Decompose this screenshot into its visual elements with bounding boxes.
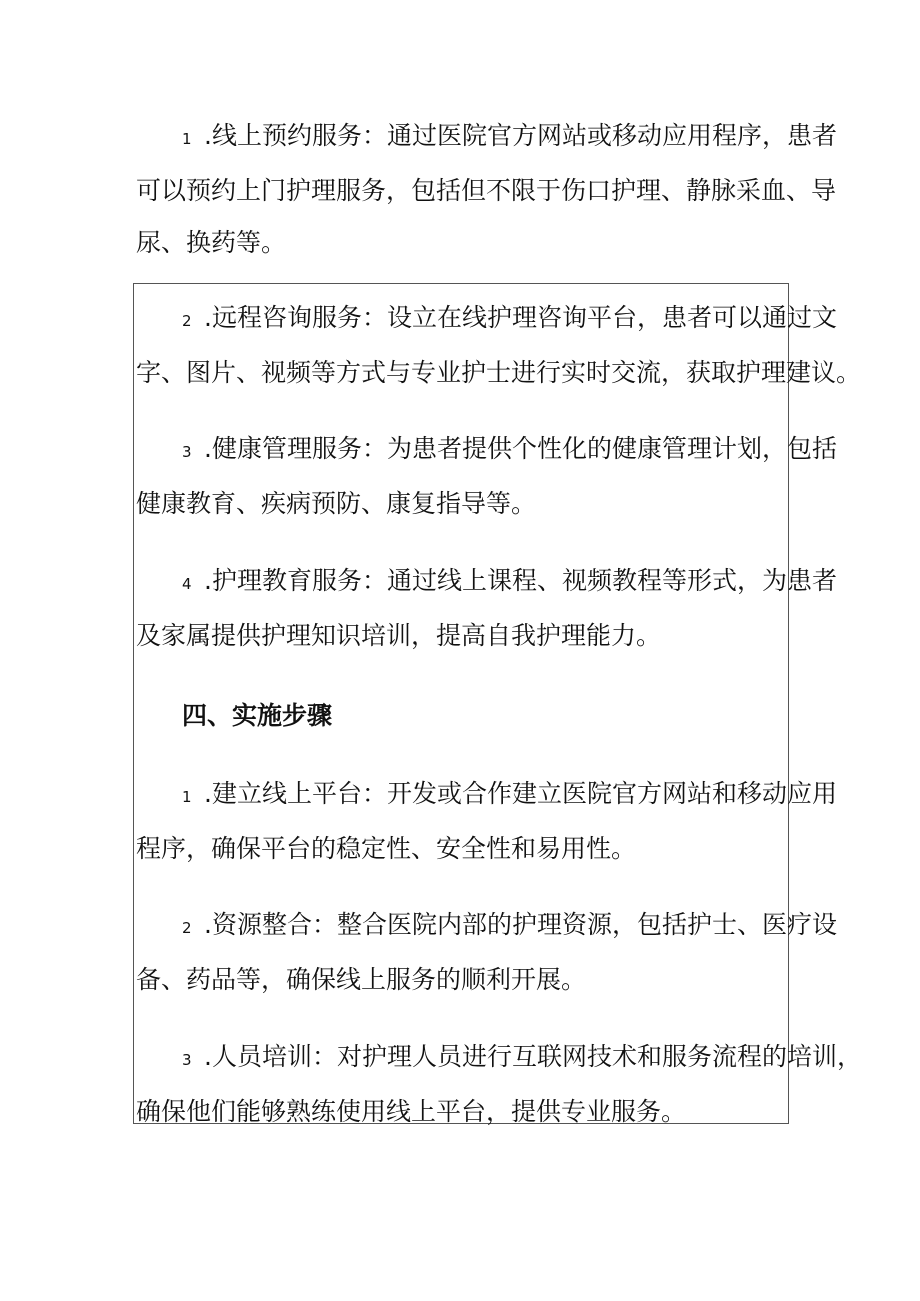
item-number: 4 bbox=[182, 575, 192, 593]
paragraph-line: 可以预约上门护理服务，包括但不限于伤口护理、静脉采血、导 bbox=[136, 176, 837, 205]
section-heading: 四、实施步骤 bbox=[182, 701, 333, 730]
paragraph-line: 1 .建立线上平台：开发或合作建立医院官方网站和移动应用 bbox=[136, 768, 790, 823]
paragraph-line: 1 .线上预约服务：通过医院官方网站或移动应用程序，患者 bbox=[136, 110, 790, 165]
item-number: 1 bbox=[182, 130, 192, 148]
item-number: 3 bbox=[182, 443, 192, 461]
paragraph-line: 3 .人员培训：对护理人员进行互联网技术和服务流程的培训， bbox=[136, 1031, 790, 1086]
item-number: 3 bbox=[182, 1051, 192, 1069]
paragraph-line: 健康教育、疾病预防、康复指导等。 bbox=[136, 489, 537, 518]
paragraph-staff-training bbox=[136, 1031, 862, 1138]
paragraph-line: 确保他们能够熟练使用线上平台，提供专业服务。 bbox=[136, 1097, 687, 1126]
item-number: 1 bbox=[182, 788, 192, 806]
paragraph-health-management bbox=[136, 423, 837, 530]
paragraph-line: 2 .远程咨询服务：设立在线护理咨询平台，患者可以通过文 bbox=[136, 292, 790, 347]
paragraph-resource-integration bbox=[136, 899, 837, 1006]
paragraph-line: 尿、换药等。 bbox=[136, 228, 287, 257]
paragraph-line: 及家属提供护理知识培训，提高自我护理能力。 bbox=[136, 621, 662, 650]
paragraph-line: 字、图片、视频等方式与专业护士进行实时交流，获取护理建议。 bbox=[136, 358, 862, 387]
paragraph-line: 4 .护理教育服务：通过线上课程、视频教程等形式，为患者 bbox=[136, 555, 790, 610]
paragraph-nursing-education bbox=[136, 555, 837, 662]
paragraph-line: 备、药品等，确保线上服务的顺利开展。 bbox=[136, 965, 587, 994]
paragraph-line: 程序，确保平台的稳定性、安全性和易用性。 bbox=[136, 834, 637, 863]
paragraph-remote-consult bbox=[136, 292, 862, 399]
paragraph-online-booking bbox=[136, 110, 837, 269]
paragraph-line: 3 .健康管理服务：为患者提供个性化的健康管理计划，包括 bbox=[136, 423, 790, 478]
paragraph-build-platform bbox=[136, 768, 837, 875]
item-number: 2 bbox=[182, 312, 192, 330]
paragraph-line: 2 .资源整合：整合医院内部的护理资源，包括护士、医疗设 bbox=[136, 899, 790, 954]
item-number: 2 bbox=[182, 919, 192, 937]
